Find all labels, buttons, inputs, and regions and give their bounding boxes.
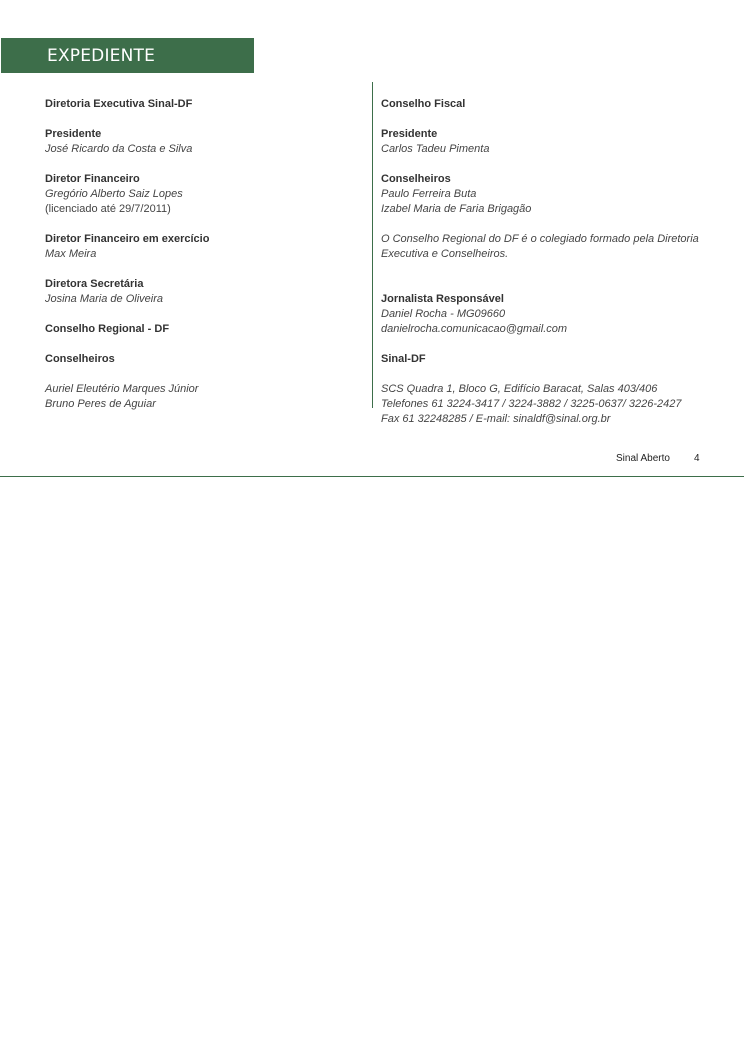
jornalista-email: danielrocha.comunicacao@gmail.com <box>381 323 568 335</box>
conselho-note: O Conselho Regional do DF é o colegiado formado pela Diretoria <box>381 233 699 245</box>
page-title: EXPEDIENTE <box>47 46 156 66</box>
diretor-financeiro-exercicio-name: Max Meira <box>45 248 97 260</box>
footer-rule <box>0 476 744 477</box>
presidente-name: Carlos Tadeu Pimenta <box>381 143 490 155</box>
diretor-financeiro-note: (licenciado até 29/7/2011) <box>45 203 171 215</box>
jornalista-name: Daniel Rocha - MG09660 <box>381 308 506 320</box>
conselho-regional-heading: Conselho Regional - DF <box>45 323 170 335</box>
diretoria-heading: Diretoria Executiva Sinal-DF <box>45 98 193 110</box>
conselheiros-label: Conselheiros <box>45 353 115 365</box>
sinal-df-heading: Sinal-DF <box>381 353 426 365</box>
diretor-financeiro-exercicio-label: Diretor Financeiro em exercício <box>45 233 210 245</box>
conselheiro-name: Bruno Peres de Aguiar <box>45 398 156 410</box>
right-column <box>381 97 721 427</box>
publication-name: Sinal Aberto <box>616 453 670 464</box>
diretor-financeiro-name: Gregório Alberto Saiz Lopes <box>45 188 183 200</box>
fax-email: Fax 61 32248285 / E-mail: sinaldf@sinal.org.br <box>381 413 611 425</box>
presidente-label: Presidente <box>45 128 102 140</box>
address: SCS Quadra 1, Bloco G, Edifício Baracat, Salas 403/406 <box>381 383 658 395</box>
conselheiros-label: Conselheiros <box>381 173 451 185</box>
column-divider <box>372 82 373 408</box>
conselho-note: Executiva e Conselheiros. <box>381 248 509 260</box>
presidente-label: Presidente <box>381 128 438 140</box>
page-number: 4 <box>694 453 700 464</box>
jornalista-label: Jornalista Responsável <box>381 293 504 305</box>
diretor-financeiro-label: Diretor Financeiro <box>45 173 140 185</box>
conselheiro-name: Auriel Eleutério Marques Júnior <box>45 383 199 395</box>
section-banner <box>1 38 254 73</box>
diretora-secretaria-label: Diretora Secretária <box>45 278 144 290</box>
phones: Telefones 61 3224-3417 / 3224-3882 / 3225-0637/ 3226-2427 <box>381 398 682 410</box>
presidente-name: José Ricardo da Costa e Silva <box>45 143 193 155</box>
conselho-fiscal-heading: Conselho Fiscal <box>381 98 466 110</box>
conselheiro-name: Paulo Ferreira Buta <box>381 188 477 200</box>
left-column <box>45 97 360 412</box>
conselheiro-name: Izabel Maria de Faria Brigagão <box>381 203 532 215</box>
diretora-secretaria-name: Josina Maria de Oliveira <box>45 293 163 305</box>
